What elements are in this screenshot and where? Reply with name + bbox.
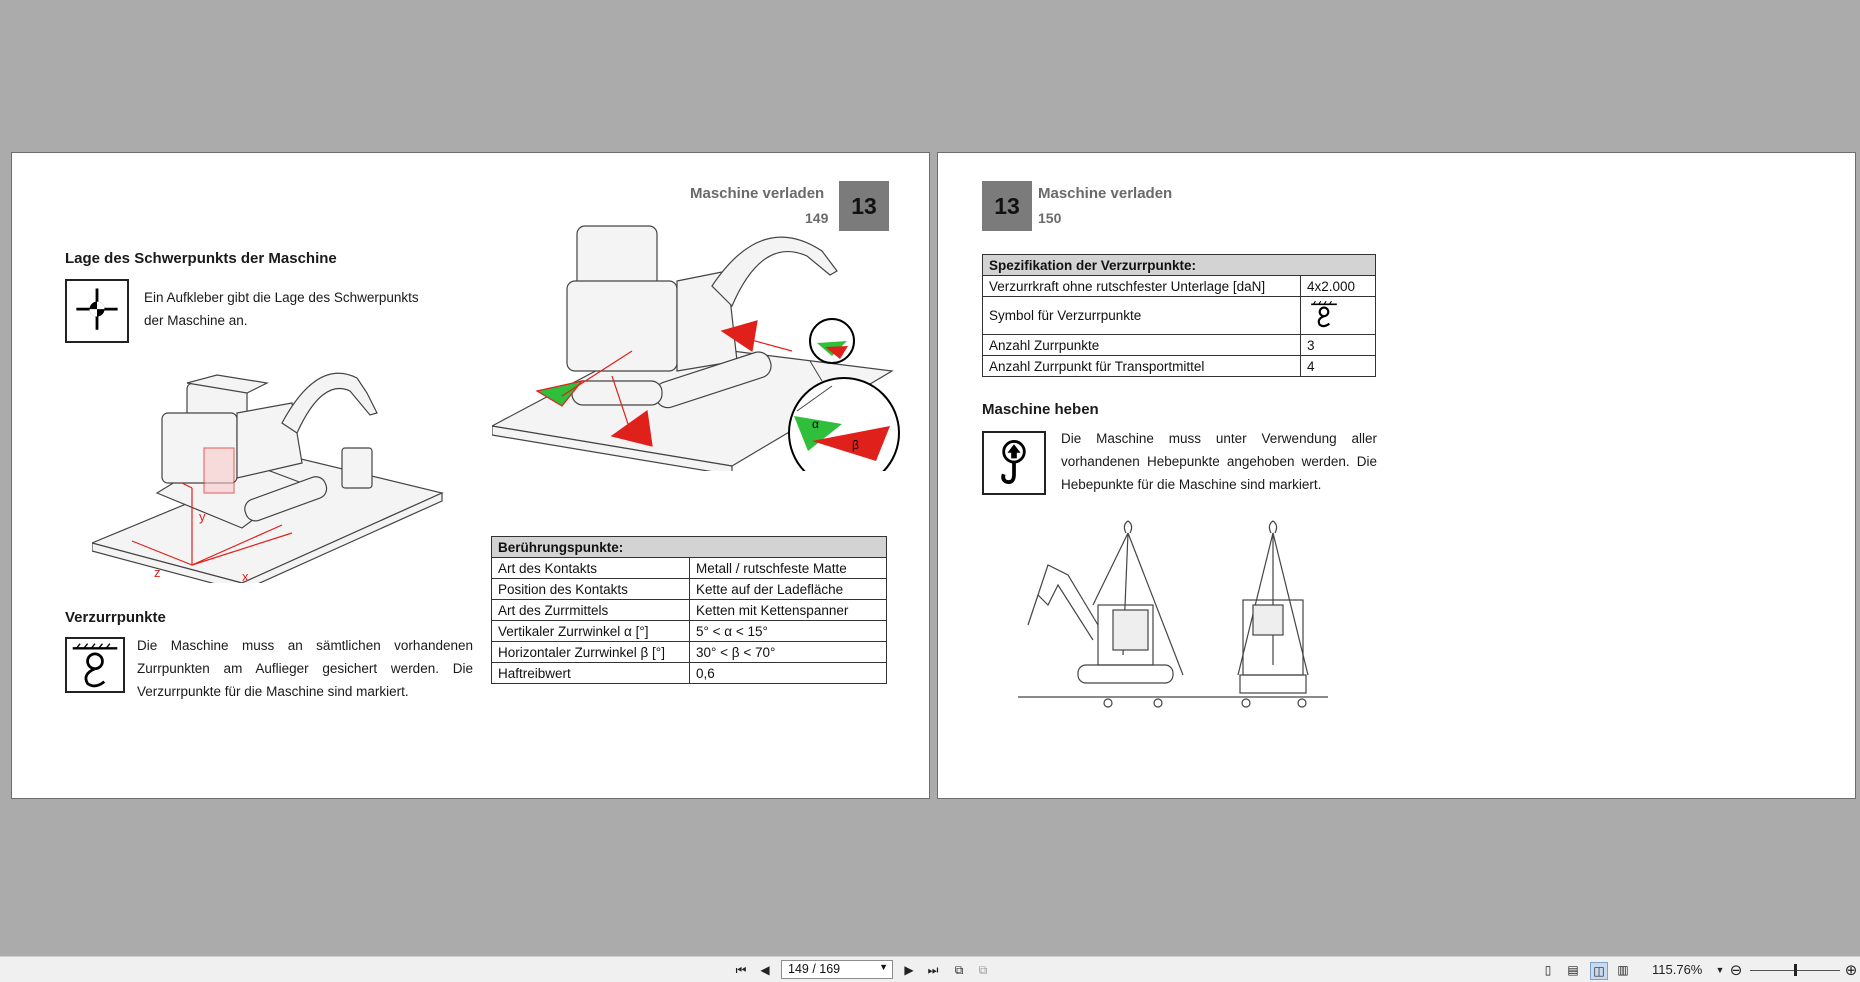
- section-title-lashing-points: Verzurrpunkte: [65, 609, 166, 626]
- lashing-point-icon: [1307, 299, 1341, 329]
- zoom-level[interactable]: 115.76%: [1652, 962, 1703, 977]
- chapter-number-box: 13: [839, 181, 889, 231]
- rotate-icon[interactable]: ⧉: [954, 962, 964, 977]
- table-cell-value: 30° < β < 70°: [690, 642, 887, 663]
- table-header: Berührungspunkte:: [492, 537, 887, 558]
- angle-beta-label: β: [852, 438, 859, 452]
- continuous-icon[interactable]: ▤: [1567, 963, 1579, 977]
- center-of-gravity-text-line1: Ein Aufkleber gibt die Lage des Schwerpunkts: [144, 290, 419, 305]
- table-row: [492, 579, 887, 600]
- document-page-right: [937, 152, 1856, 799]
- axis-y-label: y: [199, 509, 206, 524]
- copy-icon[interactable]: ⧉: [978, 962, 988, 977]
- two-page-icon[interactable]: ◫: [1590, 962, 1608, 980]
- table-row: [492, 663, 887, 684]
- table-cell-label: Anzahl Zurrpunkte: [983, 335, 1301, 356]
- table-cell-label: Vertikaler Zurrwinkel α [°]: [492, 621, 690, 642]
- table-header-row: [492, 537, 887, 558]
- center-of-gravity-text-line2: der Maschine an.: [144, 313, 248, 328]
- table-cell-label: Symbol für Verzurrpunkte: [983, 297, 1301, 335]
- lashing-point-icon: [65, 637, 125, 693]
- lifting-point-icon: [982, 431, 1046, 495]
- excavator-cg-illustration: [92, 353, 452, 583]
- two-page-continuous-icon[interactable]: ▥: [1617, 963, 1629, 977]
- axis-x-label: x: [242, 569, 249, 583]
- table-cell-label: Verzurrkraft ohne rutschfester Unterlage [daN]: [983, 276, 1301, 297]
- table-cell-value: 0,6: [690, 663, 887, 684]
- section-title-center-of-gravity: Lage des Schwerpunkts der Maschine: [65, 250, 337, 267]
- document-page-left: [11, 152, 930, 799]
- table-cell-label: Haftreibwert: [492, 663, 690, 684]
- table-cell-value: 3: [1301, 335, 1376, 356]
- page-indicator: 149 / 169: [788, 962, 841, 976]
- page-number: 150: [1038, 210, 1062, 226]
- table-row: [983, 335, 1376, 356]
- table-cell-label: Anzahl Zurrpunkt für Transportmittel: [983, 356, 1301, 377]
- table-cell-value: [1301, 297, 1376, 335]
- excavator-lifting-illustration: [1018, 515, 1348, 715]
- excavator-lashing-illustration: [492, 211, 912, 471]
- lashing-spec-table: [982, 254, 1376, 377]
- chevron-down-icon: ▼: [879, 962, 888, 972]
- prev-page-icon[interactable]: ◀: [760, 963, 770, 977]
- next-page-icon[interactable]: ▶: [904, 963, 914, 977]
- table-cell-label: Art des Kontakts: [492, 558, 690, 579]
- running-title: Maschine verladen: [1038, 185, 1173, 202]
- table-header-row: [983, 255, 1376, 276]
- table-header: Spezifikation der Verzurrpunkte:: [983, 255, 1376, 276]
- table-row: [492, 600, 887, 621]
- section-title-lifting: Maschine heben: [982, 401, 1099, 418]
- table-cell-label: Horizontaler Zurrwinkel β [°]: [492, 642, 690, 663]
- center-of-gravity-icon: [65, 279, 129, 343]
- table-cell-label: Art des Zurrmittels: [492, 600, 690, 621]
- zoom-dropdown-icon[interactable]: ▼: [1715, 965, 1725, 975]
- table-row: [492, 558, 887, 579]
- zoom-in-icon[interactable]: ⊕: [1844, 962, 1858, 979]
- table-cell-value: Metall / rutschfeste Matte: [690, 558, 887, 579]
- table-cell-value: 4: [1301, 356, 1376, 377]
- angle-alpha-label: α: [812, 417, 819, 431]
- viewer-toolbar: [0, 956, 1860, 982]
- table-row: [492, 621, 887, 642]
- table-row: [983, 276, 1376, 297]
- lashing-points-text: Die Maschine muss an sämtlichen vorhandenen Zurrpunkten am Auflieger gesichert werden. Die Verzurrpunkte für die Maschine sind markiert.: [137, 638, 473, 699]
- table-row: [983, 356, 1376, 377]
- table-cell-value: Ketten mit Kettenspanner: [690, 600, 887, 621]
- zoom-out-icon[interactable]: ⊖: [1729, 962, 1743, 979]
- page-select[interactable]: [781, 960, 893, 979]
- running-title: Maschine verladen: [690, 185, 825, 202]
- table-row: [492, 642, 887, 663]
- lifting-text: Die Maschine muss unter Verwendung aller vorhandenen Hebepunkte angehoben werden. Die Hebepunkte für die Maschine sind markiert.: [1061, 431, 1377, 492]
- table-cell-value: 4x2.000: [1301, 276, 1376, 297]
- first-page-icon[interactable]: ⏮: [735, 962, 747, 977]
- contact-points-table: [491, 536, 887, 684]
- axis-z-label: z: [154, 565, 161, 580]
- zoom-slider-thumb[interactable]: [1794, 964, 1797, 976]
- page-number: 149: [805, 210, 829, 226]
- table-cell-value: Kette auf der Ladefläche: [690, 579, 887, 600]
- single-page-icon[interactable]: ▯: [1544, 963, 1552, 977]
- table-row: [983, 297, 1376, 335]
- table-cell-label: Position des Kontakts: [492, 579, 690, 600]
- chapter-number-box: 13: [982, 181, 1032, 231]
- table-cell-value: 5° < α < 15°: [690, 621, 887, 642]
- last-page-icon[interactable]: ⏭: [927, 962, 939, 977]
